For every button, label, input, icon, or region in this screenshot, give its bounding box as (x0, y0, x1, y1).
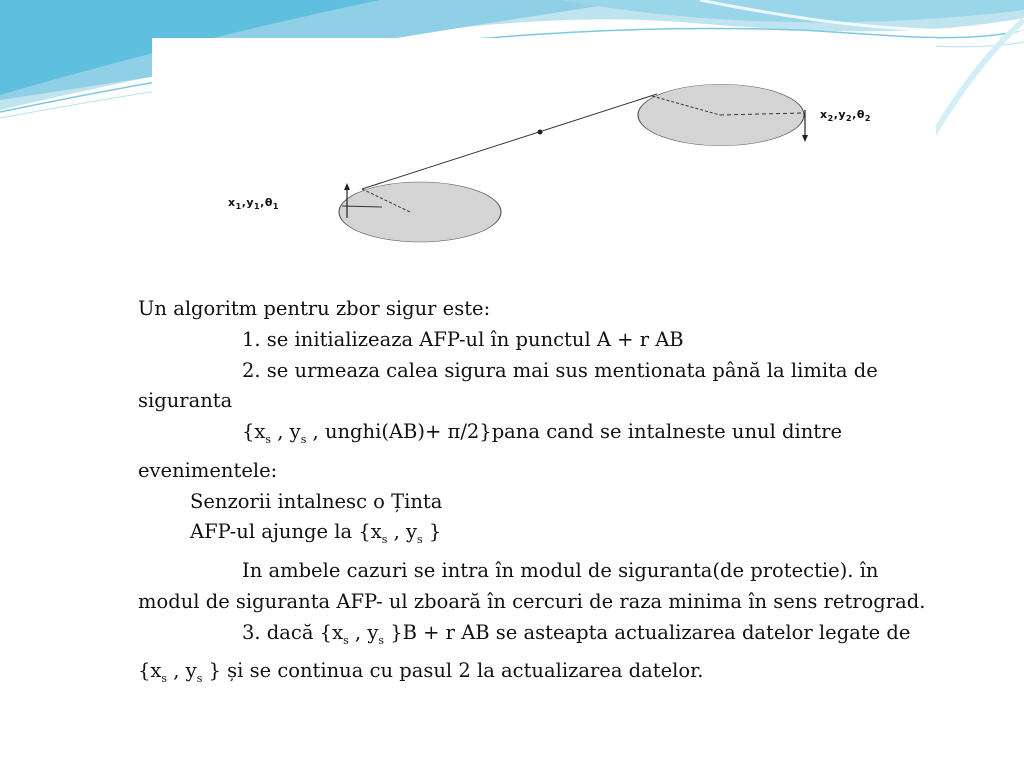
algorithm-text (138, 294, 928, 695)
path-diagram-drawing (152, 38, 936, 256)
event-1: Senzorii intalnesc o Ținta (190, 489, 443, 513)
step-1: 1. se initializeaza AFP-ul în punctul A + r AB (242, 327, 684, 351)
start-point-label: $x_1,y_1,\theta_1$ (228, 196, 279, 212)
step-3: 3. dacă {$x_s$ , $y_s$ }B + r AB se asteapta actualizarea datelor legate de {$x_s$ , $y_s$ } și se continua cu pasul 2 la actualizarea datelor. (138, 620, 911, 686)
end-heading-arrowhead (802, 135, 808, 142)
path-diagram (152, 38, 936, 256)
intro-line: Un algoritm pentru zbor sigur este: (138, 297, 491, 320)
step-2: 2. se urmeaza calea sigura mai sus mentionata până la limita de siguranta (138, 358, 878, 413)
start-circle (339, 182, 501, 242)
event-2: AFP-ul ajunge la {$x_s$ , $y_s$ } (190, 520, 442, 547)
safe-state-line: {$x_s$ , $y_s$ , unghi(AB)+ π/2}pana cand se intalneste unul dintre evenimentele: (138, 420, 842, 482)
path-midpoint-marker (538, 130, 543, 135)
start-heading-arrowhead (344, 183, 350, 190)
tangent-path-line (362, 94, 657, 189)
end-point-label: $x_2,y_2,\theta_2$ (820, 108, 871, 124)
safety-mode-paragraph: In ambele cazuri se intra în modul de siguranta(de protectie). în modul de siguranta AFP- ul zboară în cercuri de raza minima în sens retrograd. (138, 559, 926, 613)
